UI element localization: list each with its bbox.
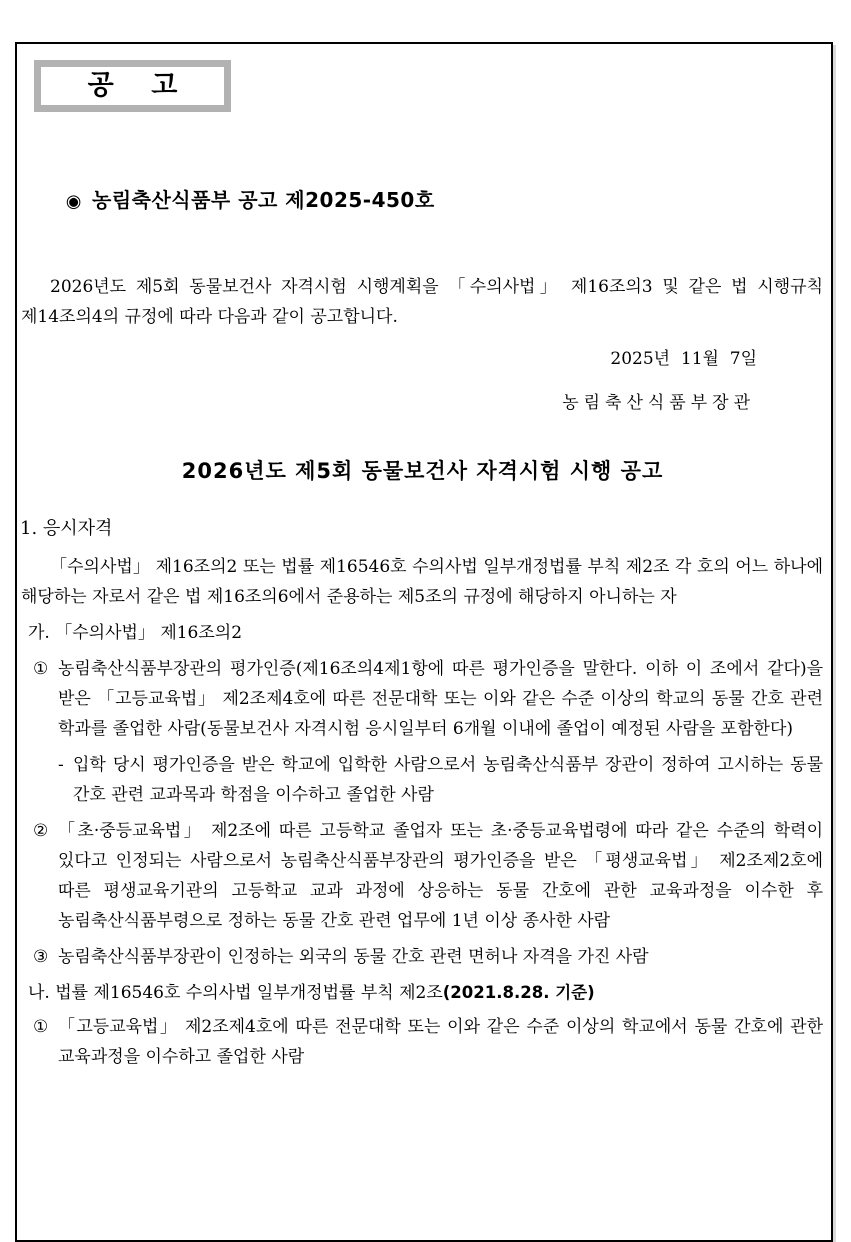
announcement-stamp-label: 공 고 [87, 70, 178, 101]
item-ga-label: 가. 「수의사법」 제16조의2 [28, 623, 243, 643]
circle1-marker: ① [33, 659, 49, 679]
signoff-signer: 농림축산식품부장관 [562, 393, 755, 413]
signoff-date: 2025년 11월 7일 [610, 349, 757, 369]
item-na-circle1 [33, 1012, 823, 1072]
dash-marker: - [58, 755, 64, 775]
item-ga-circle2 [33, 816, 823, 936]
na-circle1-text: 「고등교육법」 제2조제4호에 따른 전문대학 또는 이와 같은 수준 이상의 학교에서 동물 간호에 관한 교육과정을 이수하고 졸업한 사람 [58, 1017, 823, 1067]
item-ga-circle1-dash-note [58, 750, 823, 810]
dash-note-text: 입학 당시 평가인증을 받은 학교에 입학한 사람으로서 농림축산식품부 장관이 정하여 고시하는 동물 간호 관련 교과목과 학점을 이수하고 졸업한 사람 [73, 755, 823, 805]
circle2-marker: ② [33, 821, 49, 841]
fisheye-bullet-icon: ◉ [65, 191, 82, 212]
announcement-stamp-box [34, 60, 231, 112]
circle3-marker: ③ [33, 947, 49, 967]
main-title: 2026년도 제5회 동물보건사 자격시험 시행 공고 [181, 459, 664, 483]
notice-number-heading [21, 158, 827, 244]
notice-number-text: 농림축산식품부 공고 제2025-450호 [92, 188, 435, 212]
item-ga-circle1 [33, 654, 823, 744]
page-border-sheet [15, 42, 833, 1242]
item-ga-circle3 [33, 942, 823, 972]
item-na-label-normal: 나. 법률 제16546호 수의사법 일부개정법률 부칙 제2조 [28, 983, 443, 1003]
item-na-label [28, 980, 823, 1006]
section1-heading: 1. 응시자격 [20, 518, 113, 539]
item-na-label-bold: (2021.8.28. 기준) [442, 983, 595, 1002]
section1-intro-paragraph: 「수의사법」 제16조의2 또는 법률 제16546호 수의사법 일부개정법률 부칙 제2조 각 호의 어느 하나에 해당하는 자로서 같은 법 제16조의6에서 준용하는 제5조의 규정에 해당하지 아니하는 자 [21, 557, 823, 607]
circle1-text: 농림축산식품부장관의 평가인증(제16조의4제1항에 따른 평가인증을 말한다. 이하 이 조에서 같다)을 받은 「고등교육법」 제2조제4호에 따른 전문대학 또는 이와 같은 수준 이상의 학교의 동물 간호 관련 학과를 졸업한 사람(동물보건사 자격시험 응시일부터 6개월 이내에 졸업이 예정된 사람을 포함한다) [58, 659, 823, 739]
na-circle1-marker: ① [33, 1017, 49, 1037]
circle2-text: 「초·중등교육법」 제2조에 따른 고등학교 졸업자 또는 초·중등교육법령에 따라 같은 수준의 학력이 있다고 인정되는 사람으로서 농림축산식품부장관의 평가인증을 받은 「평생교육법」 제2조제2호에 따른 평생교육기관의 고등학교 교과 과정에 상응하는 동물 간호에 관한 교육과정을 이수한 후 농림축산식품부령으로 정하는 동물 간호 관련 업무에 1년 이상 종사한 사람 [58, 821, 823, 931]
preamble-paragraph: 2026년도 제5회 동물보건사 자격시험 시행계획을 「수의사법」 제16조의3 및 같은 법 시행규칙 제14조의4의 규정에 따라 다음과 같이 공고합니다. [21, 277, 823, 327]
circle3-text: 농림축산식품부장관이 인정하는 외국의 동물 간호 관련 면허나 자격을 가진 사람 [58, 947, 649, 967]
